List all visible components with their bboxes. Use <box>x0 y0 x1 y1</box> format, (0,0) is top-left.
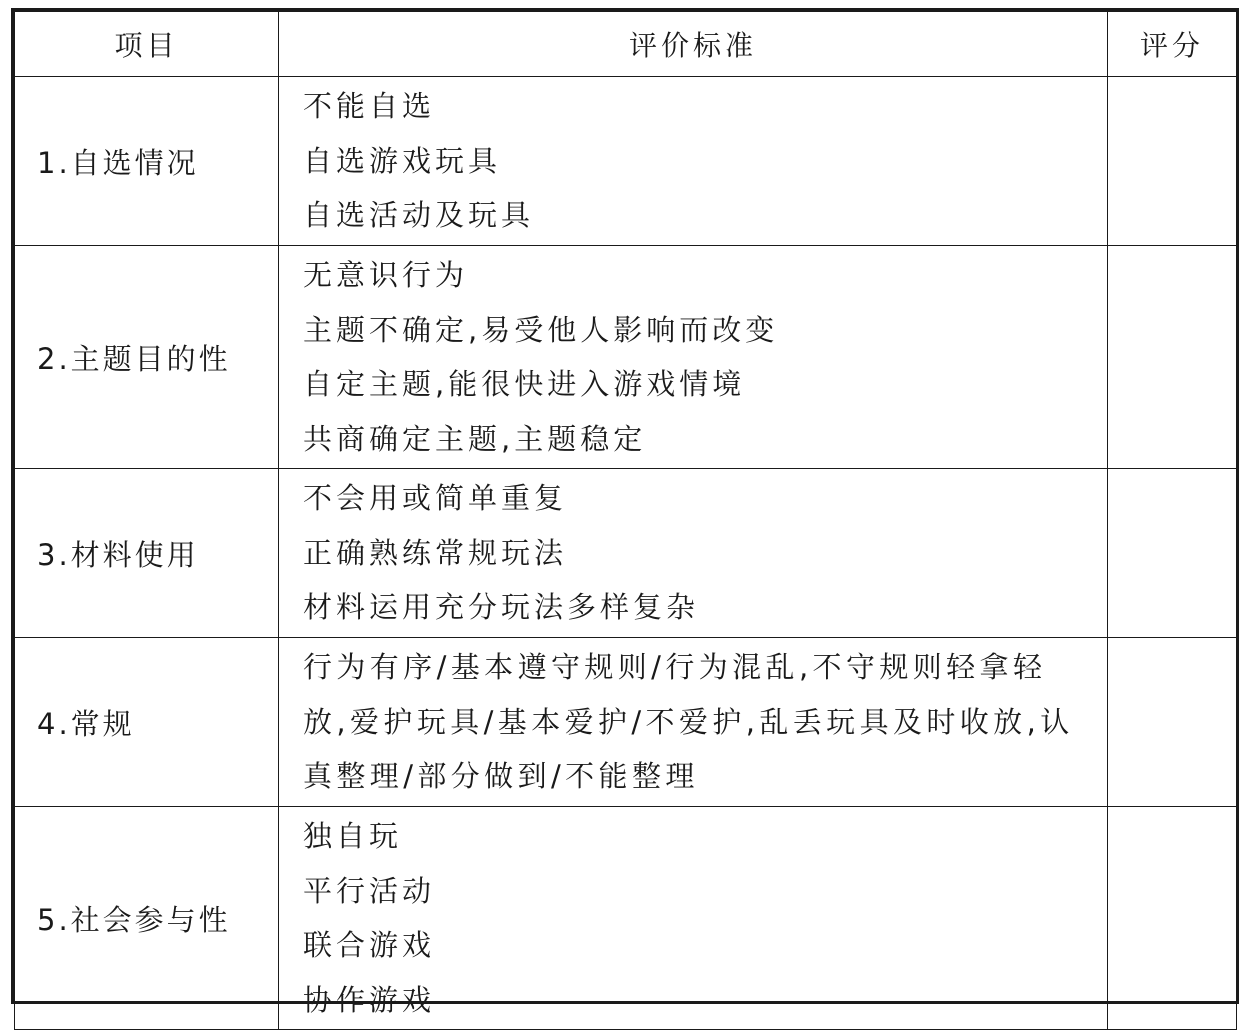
table-row-material-use <box>15 469 1237 638</box>
score-cell[interactable] <box>1108 246 1237 469</box>
criteria-line: 材料运用充分玩法多样复杂 <box>303 590 700 625</box>
criteria-line: 无意识行为 <box>303 258 469 292</box>
evaluation-table <box>14 11 1237 1030</box>
table-row-self-selection <box>15 77 1237 246</box>
score-cell[interactable] <box>1108 807 1237 1030</box>
criteria-line: 不会用或简单重复 <box>303 481 568 516</box>
criteria-line: 独自玩 <box>303 819 403 853</box>
item-cell: 3.材料使用 <box>15 469 279 638</box>
criteria-cell <box>279 77 1108 246</box>
item-cell: 4.常规 <box>15 638 279 807</box>
evaluation-table-frame <box>11 8 1239 1017</box>
criteria-cell <box>279 807 1108 1030</box>
criteria-line: 联合游戏 <box>303 928 436 962</box>
item-cell: 5.社会参与性 <box>15 807 279 1030</box>
criteria-line: 共商确定主题,主题稳定 <box>303 421 647 456</box>
header-criteria: 评价标准 <box>279 12 1108 77</box>
header-score: 评分 <box>1108 12 1237 77</box>
score-cell[interactable] <box>1108 469 1237 638</box>
criteria-cell <box>279 246 1108 469</box>
criteria-line: 自选活动及玩具 <box>303 198 535 233</box>
criteria-line: 正确熟练常规玩法 <box>303 535 568 570</box>
score-cell[interactable] <box>1108 77 1237 246</box>
header-row <box>15 12 1237 77</box>
table-row-routine <box>15 638 1237 807</box>
criteria-line: 主题不确定,易受他人影响而改变 <box>303 312 779 347</box>
score-cell[interactable] <box>1108 638 1237 807</box>
criteria-paragraph: 行为有序/基本遵守规则/行为混乱,不守规则轻拿轻放,爱护玩具/基本爱护/不爱护,乱丢玩具及时收放,认真整理/部分做到/不能整理 <box>303 650 1074 794</box>
criteria-line: 自选游戏玩具 <box>303 143 502 178</box>
criteria-cell <box>279 469 1108 638</box>
criteria-line: 自定主题,能很快进入游戏情境 <box>303 367 746 401</box>
criteria-line: 不能自选 <box>303 89 436 124</box>
item-cell: 2.主题目的性 <box>15 246 279 469</box>
criteria-cell <box>279 638 1108 807</box>
item-cell: 1.自选情况 <box>15 77 279 246</box>
table-row-theme-purpose <box>15 246 1237 469</box>
criteria-line: 平行活动 <box>303 873 436 908</box>
criteria-line: 协作游戏 <box>303 982 436 1017</box>
table-row-social-participation <box>15 807 1237 1030</box>
header-item: 项目 <box>15 12 279 77</box>
